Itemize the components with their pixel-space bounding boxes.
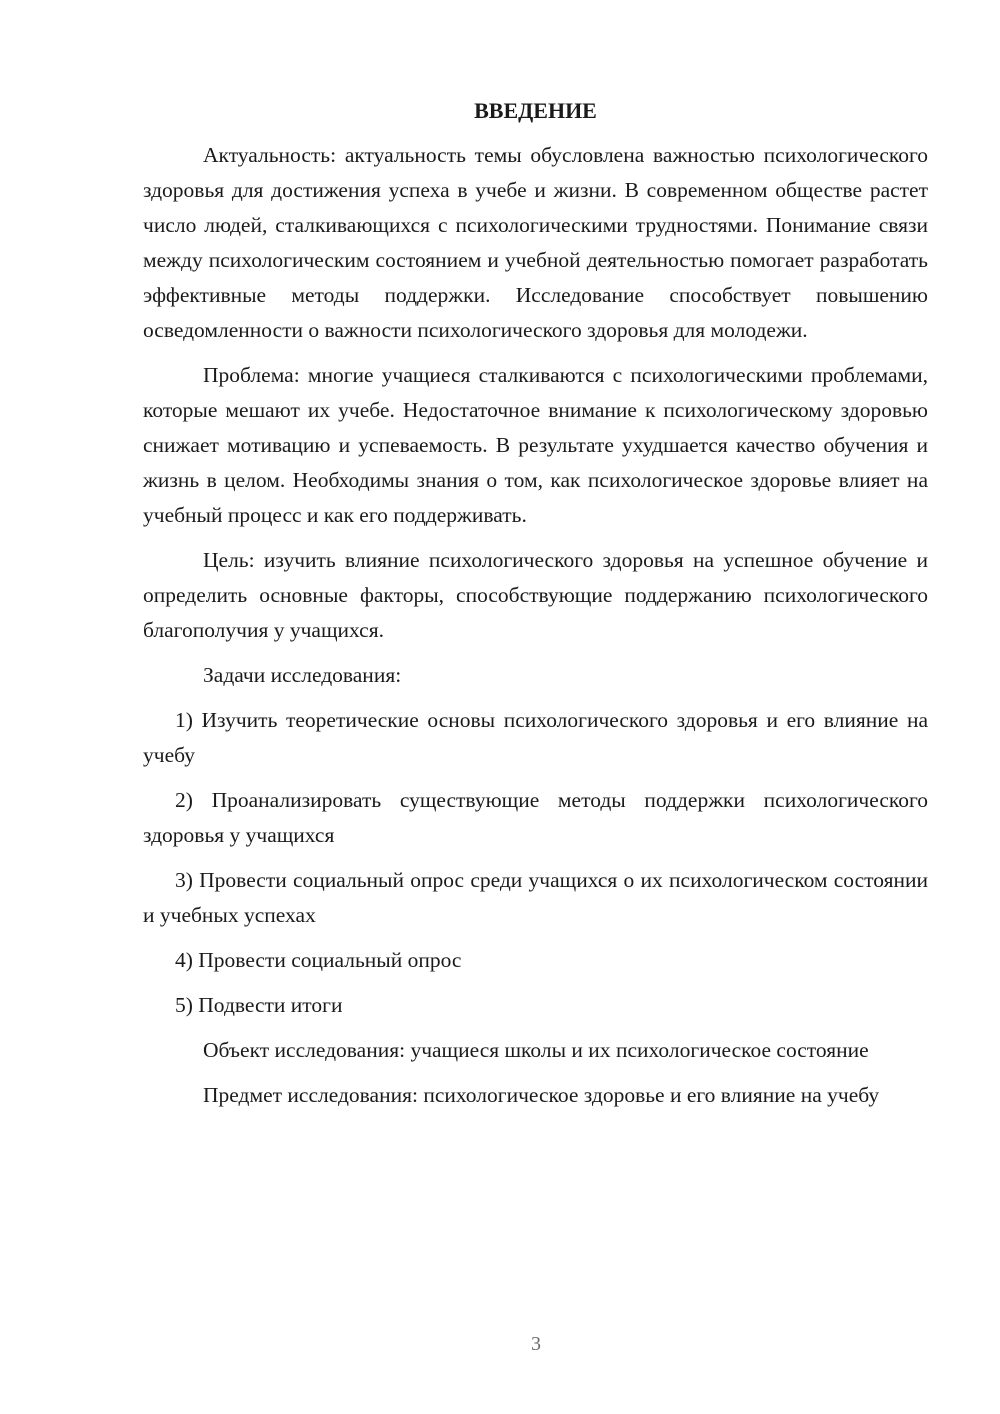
task-item-2: 2) Проанализировать существующие методы поддержки психологического здоровья у учащихся [143,788,928,847]
relevance-paragraph: Актуальность: актуальность темы обусловлена важностью психологического здоровья для достижения успеха в учебе и жизни. В современном обществе растет число людей, сталкивающихся с психологическими трудностями. Понимание связи между психологическим состоянием и учебной деятельностью помогает разработать эффективные методы поддержки. Исследование способствует повышению осведомленности о важности психологического здоровья для молодежи. [143,143,928,342]
task-item-5: 5) Подвести итоги [175,993,343,1017]
tasks-label: Задачи исследования: [203,663,402,687]
page-number: 3 [531,1333,541,1355]
page-title: ВВЕДЕНИЕ [474,98,597,123]
task-item-4: 4) Провести социальный опрос [175,948,462,972]
research-subject-paragraph: Предмет исследования: психологическое здоровье и его влияние на учебу [203,1083,880,1107]
research-object-paragraph: Объект исследования: учащиеся школы и их психологическое состояние [203,1038,869,1062]
goal-paragraph: Цель: изучить влияние психологического здоровья на успешное обучение и определить основные факторы, способствующие поддержанию психологического благополучия у учащихся. [143,548,928,642]
problem-paragraph: Проблема: многие учащиеся сталкиваются с психологическими проблемами, которые мешают их учебе. Недостаточное внимание к психологическому здоровью снижает мотивацию и успеваемость. В результате ухудшается качество обучения и жизнь в целом. Необходимы знания о том, как психологическое здоровье влияет на учебный процесс и как его поддерживать. [143,363,928,527]
page-content [143,94,928,1123]
task-item-1: 1) Изучить теоретические основы психологического здоровья и его влияние на учебу [143,708,928,767]
task-item-3: 3) Провести социальный опрос среди учащихся о их психологическом состоянии и учебных успехах [143,868,928,927]
